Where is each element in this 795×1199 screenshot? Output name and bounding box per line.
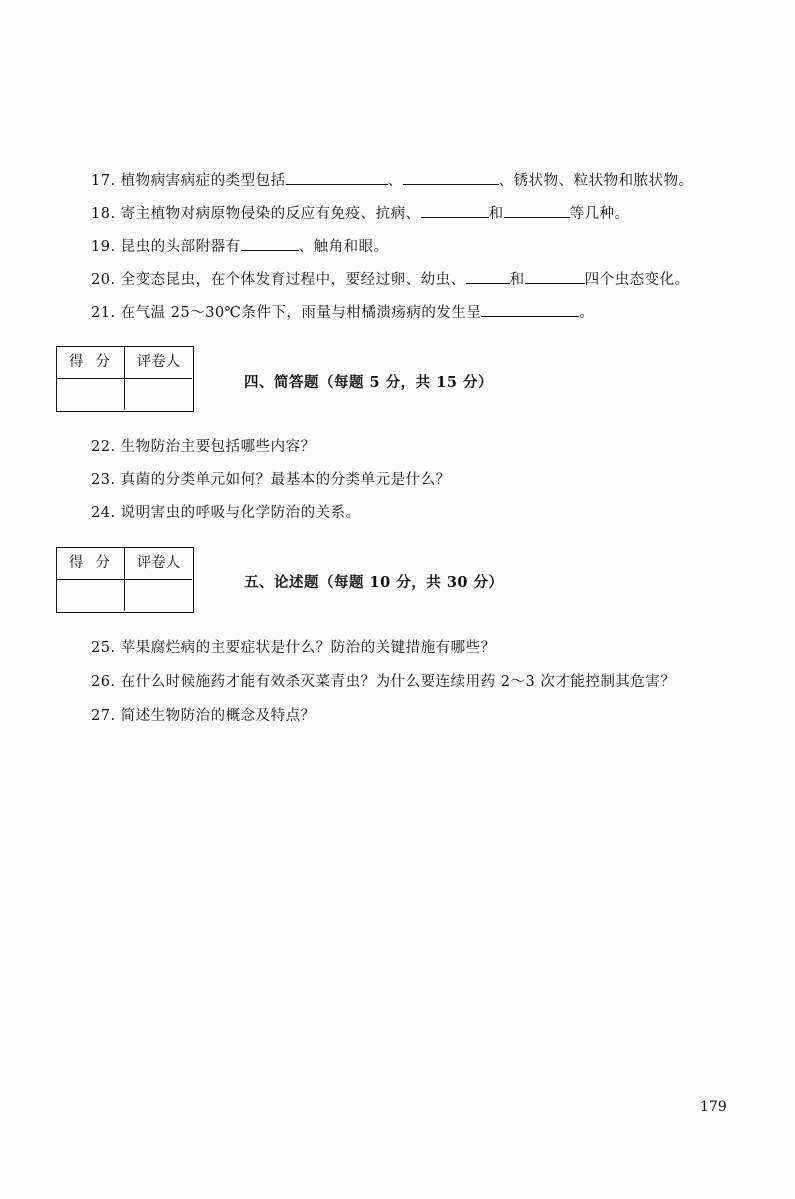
question-23 [91, 470, 451, 490]
question-text: 昆虫的头部附器有 [120, 239, 241, 255]
page-number: 179 [700, 1099, 727, 1115]
question-number: 23. [91, 472, 116, 488]
question-number: 19. [91, 239, 116, 255]
question-21: 21. 在气温 25～30℃条件下，雨量与柑橘溃疡病的发生呈 。 [91, 302, 594, 323]
question-text: 苹果腐烂病的主要症状是什么？防治的关键措施有哪些？ [120, 640, 496, 656]
question-number: 18. [91, 206, 116, 222]
question-25 [91, 638, 496, 658]
question-text: 全变态昆虫，在个体发育过程中，要经过卵、幼虫、 [120, 272, 466, 288]
answer-blank[interactable] [504, 203, 570, 218]
score-header: 得分 [57, 347, 125, 379]
question-text: 简述生物防治的概念及特点？ [120, 708, 316, 724]
score-cell[interactable] [57, 379, 125, 410]
question-number: 27. [91, 708, 116, 724]
question-number: 25. [91, 640, 116, 656]
question-27 [91, 706, 316, 726]
score-cell[interactable] [57, 580, 125, 611]
answer-blank[interactable] [286, 170, 388, 185]
score-table-section4 [56, 346, 194, 412]
question-19: 19. 昆虫的头部附器有 、触角和眼。 [91, 236, 389, 257]
answer-blank[interactable] [421, 203, 489, 218]
question-text: 在什么时候施药才能有效杀灭菜青虫？为什么要连续用药 2～3 次才能控制其危害？ [120, 674, 676, 690]
question-number: 21. [91, 305, 116, 321]
question-20: 20. 全变态昆虫，在个体发育过程中，要经过卵、幼虫、 和 四个虫态变化。 [91, 269, 690, 290]
answer-blank[interactable] [403, 170, 499, 185]
question-text: 说明害虫的呼吸与化学防治的关系。 [120, 505, 361, 521]
question-26 [91, 672, 675, 692]
question-17: 17. 植物病害病症的类型包括 、 、锈状物、粒状物和脓状物。 [91, 170, 694, 191]
question-18: 18. 寄主植物对病原物侵染的反应有免疫、抗病、 和 等几种。 [91, 203, 630, 224]
question-number: 20. [91, 272, 116, 288]
section-5-title: 五、论述题（每题 10 分，共 30 分） [244, 574, 504, 591]
section-4-title: 四、简答题（每题 5 分，共 15 分） [244, 374, 493, 391]
grader-cell[interactable] [125, 379, 192, 410]
answer-blank[interactable] [481, 302, 579, 317]
answer-blank[interactable] [525, 269, 585, 284]
question-text: 生物防治主要包括哪些内容？ [120, 439, 316, 455]
answer-blank[interactable] [241, 236, 299, 251]
question-text: 植物病害病症的类型包括 [120, 173, 286, 189]
question-24 [91, 503, 361, 523]
question-22 [91, 437, 316, 457]
question-number: 26. [91, 674, 116, 690]
question-text: 在气温 25～30℃条件下，雨量与柑橘溃疡病的发生呈 [120, 305, 482, 321]
grader-header: 评卷人 [125, 347, 192, 379]
grader-cell[interactable] [125, 580, 192, 611]
score-header: 得分 [57, 548, 125, 580]
question-number: 17. [91, 173, 116, 189]
question-number: 22. [91, 439, 116, 455]
question-number: 24. [91, 505, 116, 521]
grader-header: 评卷人 [125, 548, 192, 580]
question-text: 真菌的分类单元如何？最基本的分类单元是什么？ [120, 472, 451, 488]
answer-blank[interactable] [466, 269, 510, 284]
question-text: 寄主植物对病原物侵染的反应有免疫、抗病、 [120, 206, 421, 222]
score-table-section5 [56, 547, 194, 613]
